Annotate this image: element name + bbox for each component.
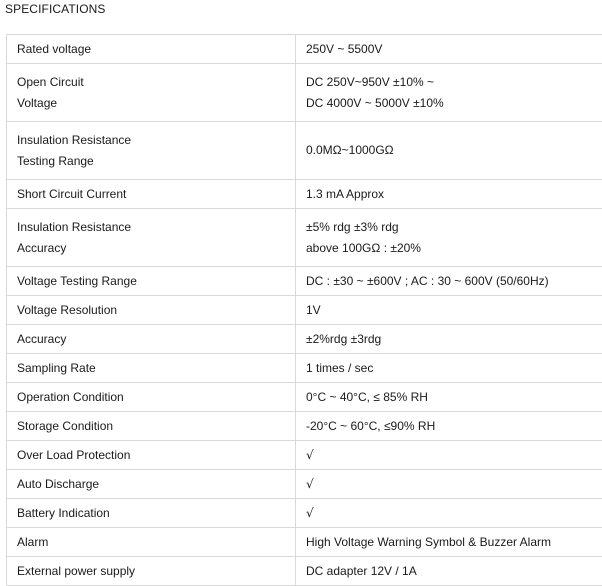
spec-label-text: Open Circuit: [17, 74, 84, 89]
spec-value: [296, 412, 602, 441]
spec-value: [296, 209, 602, 267]
spec-value: [296, 64, 602, 122]
spec-value: [296, 122, 602, 180]
table-row: [7, 267, 602, 296]
spec-label-text: External power supply: [17, 563, 136, 578]
spec-label-text: Accuracy: [17, 331, 67, 346]
spec-value-text: DC : ±30 ~ ±600V ; AC : 30 ~ 600V (50/60Hz): [306, 273, 549, 288]
spec-label: [7, 209, 296, 267]
spec-value-text: -20°C ~ 60°C, ≤90% RH: [306, 418, 436, 433]
check-mark-icon: √: [306, 447, 314, 462]
spec-label: [7, 325, 296, 354]
spec-label: [7, 383, 296, 412]
spec-label: [7, 122, 296, 180]
table-row: [7, 354, 602, 383]
spec-label: [7, 64, 296, 122]
spec-label-text: Voltage Resolution: [17, 302, 118, 317]
spec-value: [296, 35, 602, 64]
table-row: [7, 325, 602, 354]
table-row: [7, 209, 602, 267]
spec-label: [7, 35, 296, 64]
spec-value-text: 0°C ~ 40°C, ≤ 85% RH: [306, 389, 428, 404]
spec-value-text: 1.3 mA Approx: [306, 186, 385, 201]
spec-value-text: 1 times / sec: [306, 360, 374, 375]
table-row: [7, 441, 602, 470]
spec-label-text: Auto Discharge: [17, 476, 100, 491]
spec-value-text: DC 4000V ~ 5000V ±10%: [306, 95, 444, 110]
spec-value: [296, 354, 602, 383]
spec-label-text: Over Load Protection: [17, 447, 131, 462]
spec-label-text: Sampling Rate: [17, 360, 96, 375]
spec-label-text: Voltage: [17, 95, 58, 110]
spec-value-text: DC adapter 12V / 1A: [306, 563, 417, 578]
spec-value: [296, 499, 602, 528]
spec-value-text: High Voltage Warning Symbol & Buzzer Alarm: [306, 534, 551, 549]
table-row: [7, 557, 602, 586]
spec-label: [7, 180, 296, 209]
spec-label-text: Short Circuit Current: [17, 186, 127, 201]
spec-value-text: 1V: [306, 302, 321, 317]
spec-value: [296, 470, 602, 499]
spec-value: [296, 557, 602, 586]
spec-label-text: Alarm: [17, 534, 49, 549]
table-row: [7, 64, 602, 122]
spec-value: [296, 296, 602, 325]
check-mark-icon: √: [306, 505, 314, 520]
spec-label: [7, 470, 296, 499]
spec-label-text: Rated voltage: [17, 41, 92, 56]
spec-value: [296, 267, 602, 296]
spec-value-text: ±2%rdg ±3rdg: [306, 331, 382, 346]
spec-label-text: Battery Indication: [17, 505, 110, 520]
spec-label: [7, 412, 296, 441]
spec-label: [7, 354, 296, 383]
table-row: [7, 122, 602, 180]
spec-label-text: Storage Condition: [17, 418, 114, 433]
table-row: [7, 180, 602, 209]
spec-value-text: DC 250V~950V ±10% ~: [306, 74, 435, 89]
spec-label-text: Voltage Testing Range: [17, 273, 137, 288]
table-row: [7, 470, 602, 499]
spec-label-text: Testing Range: [17, 153, 94, 168]
spec-label: [7, 296, 296, 325]
spec-value: [296, 383, 602, 412]
spec-label: [7, 499, 296, 528]
specifications-body: [7, 35, 602, 586]
spec-value-text: 250V ~ 5500V: [306, 41, 383, 56]
spec-value: [296, 441, 602, 470]
table-row: [7, 35, 602, 64]
spec-value-text: 0.0MΩ~1000GΩ: [306, 143, 394, 157]
table-row: [7, 383, 602, 412]
table-row: [7, 499, 602, 528]
table-row: [7, 296, 602, 325]
spec-label: [7, 441, 296, 470]
check-mark-icon: √: [306, 476, 314, 491]
section-title: SPECIFICATIONS: [5, 2, 106, 16]
specifications-table: [6, 34, 602, 586]
spec-label-text: Insulation Resistance: [17, 219, 132, 234]
table-row: [7, 412, 602, 441]
spec-label-text: Accuracy: [17, 240, 67, 255]
spec-value-text: ±5% rdg ±3% rdg: [306, 219, 399, 234]
spec-value: [296, 180, 602, 209]
spec-value-text: above 100GΩ : ±20%: [306, 240, 421, 255]
spec-label-text: Operation Condition: [17, 389, 124, 404]
table-row: [7, 528, 602, 557]
spec-label: [7, 267, 296, 296]
spec-value: [296, 528, 602, 557]
spec-value: [296, 325, 602, 354]
spec-label: [7, 557, 296, 586]
spec-label-text: Insulation Resistance: [17, 132, 132, 147]
spec-label: [7, 528, 296, 557]
